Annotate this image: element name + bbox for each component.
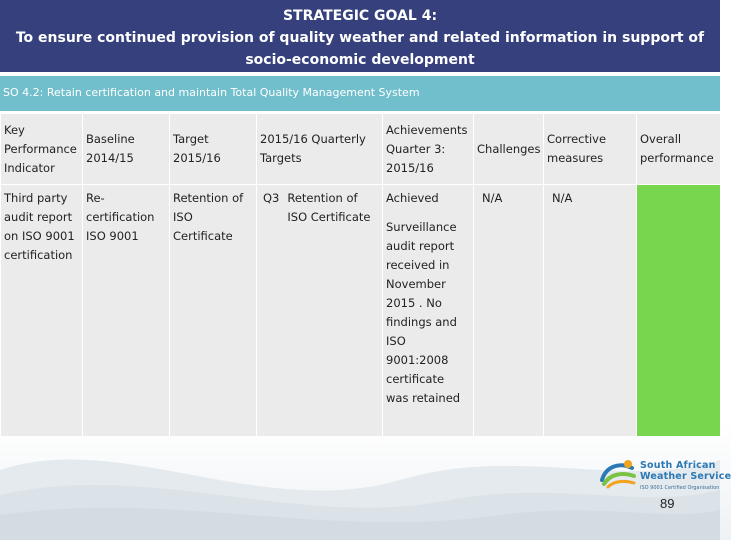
cell-kpi: Third party audit report on ISO 9001 certification xyxy=(1,185,83,437)
weather-service-emblem-icon xyxy=(598,456,638,490)
logo-line-1: South African xyxy=(640,460,716,471)
quarter-label: Q3 xyxy=(263,191,280,205)
header-corrective-measures: Corrective measures xyxy=(544,114,637,185)
goal-description: To ensure continued provision of quality weather and related information in support of socio-economic development xyxy=(15,30,705,68)
quarter-target: Retention of ISO Certificate xyxy=(287,191,371,224)
performance-table xyxy=(0,113,721,437)
header-target: Target 2015/16 xyxy=(170,114,257,185)
cell-baseline: Re-certification ISO 9001 xyxy=(83,185,170,437)
table-row xyxy=(1,185,721,437)
header-baseline: Baseline 2014/15 xyxy=(83,114,170,185)
sa-weather-service-logo xyxy=(598,450,731,498)
cell-challenges: N/A xyxy=(474,185,544,437)
goal-title: STRATEGIC GOAL 4: xyxy=(282,8,438,24)
header-challenges: Challenges xyxy=(474,114,544,185)
cell-overall-performance-indicator xyxy=(637,185,721,437)
table-header-row xyxy=(1,114,721,185)
header-overall-performance: Overall performance xyxy=(637,114,721,185)
goal-header xyxy=(0,0,720,72)
achievement-status: Achieved xyxy=(386,191,439,205)
logo-line-2: Weather Service xyxy=(640,471,731,482)
achievement-detail: Surveillance audit report received in November 2015 . No findings and ISO 9001:2008 certificate was retained xyxy=(386,220,461,405)
header-achievements: Achievements Quarter 3: 2015/16 xyxy=(383,114,474,185)
logo-line-3: ISO 9001 Certified Organisation xyxy=(640,485,720,491)
page-number: 89 xyxy=(660,496,675,511)
strategic-objective-bar xyxy=(0,76,720,111)
strategic-objective-text: SO 4.2: Retain certification and maintain Total Quality Management System xyxy=(3,86,420,99)
header-quarterly-targets: 2015/16 Quarterly Targets xyxy=(257,114,383,185)
cell-corrective-measures: N/A xyxy=(544,185,637,437)
cell-target: Retention of ISO Certificate xyxy=(170,185,257,437)
cell-achievements xyxy=(383,185,474,437)
cell-quarterly-targets xyxy=(257,185,383,437)
header-kpi: Key Performance Indicator xyxy=(1,114,83,185)
